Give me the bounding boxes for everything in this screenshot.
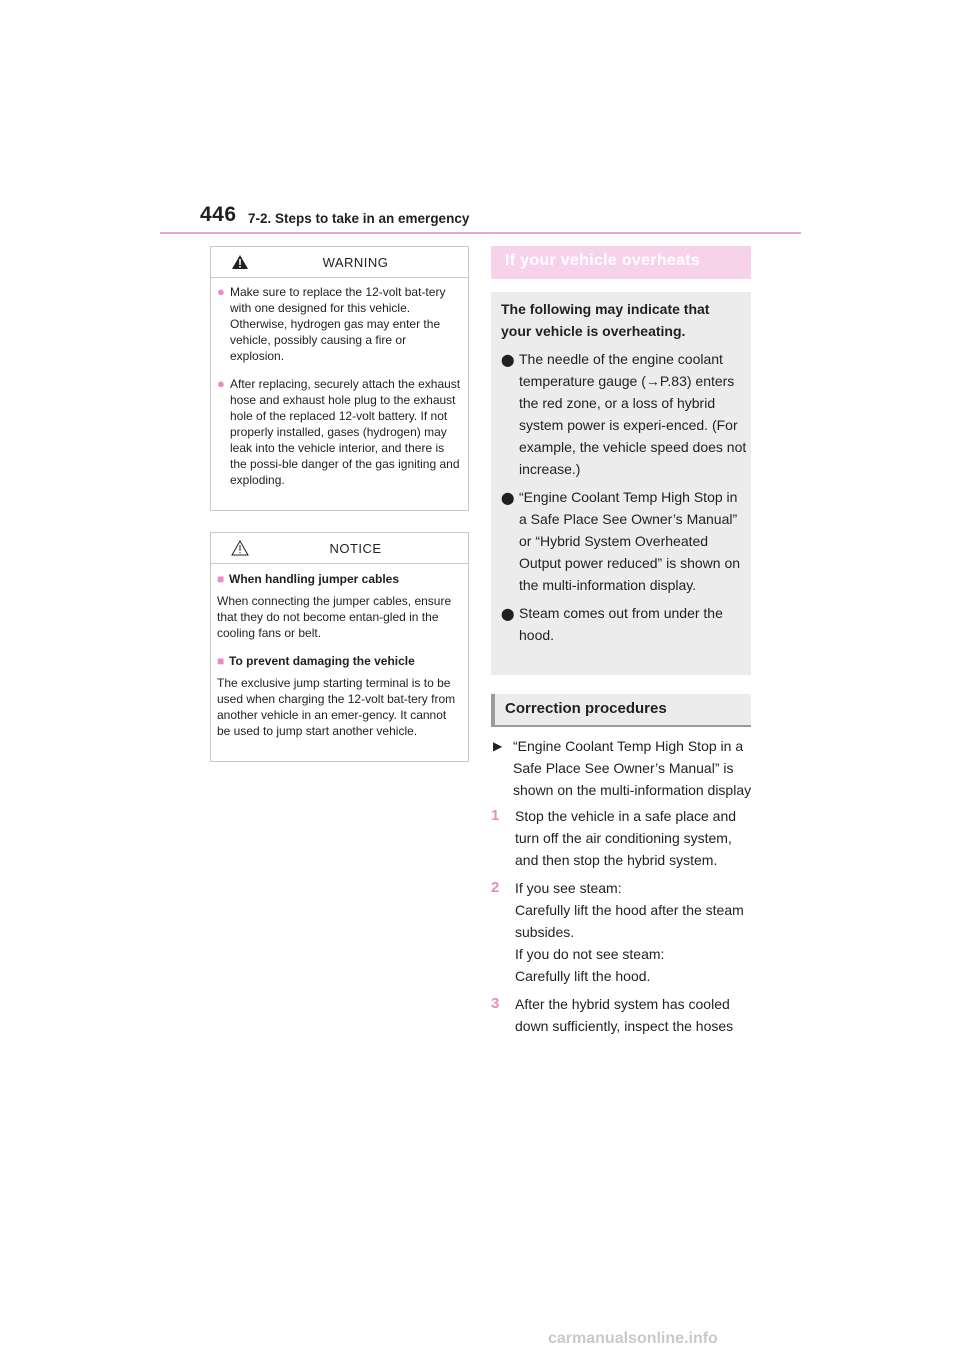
step-text [515, 993, 753, 1037]
list-item [501, 602, 747, 646]
step-number: 1 [491, 807, 500, 824]
step-line: Stop the vehicle in a safe place and turn off the air conditioning system, and then stop the hybrid system. [515, 808, 737, 868]
list-item [501, 348, 747, 480]
notice-heading-text: When handling jumper cables [229, 572, 400, 586]
list-item-text: The needle of the engine coolant temperature gauge (→P.83) enters the red zone, or a loss of hybrid system power is experi-enced. (For example, the vehicle speed does not increase.) [519, 351, 747, 477]
notice-heading [211, 571, 468, 587]
notice-box [210, 532, 469, 762]
warning-header [211, 247, 468, 278]
warning-item [211, 284, 468, 364]
step-text [515, 877, 753, 987]
correction-heading-bar [491, 694, 751, 727]
step-number: 2 [491, 879, 500, 896]
notice-heading-text: To prevent damaging the vehicle [229, 654, 415, 668]
square-bullet-icon: ■ [217, 572, 225, 586]
condition-item [491, 735, 753, 801]
section-title: 7-2. Steps to take in an emergency [248, 211, 470, 226]
notice-heading [211, 653, 468, 669]
header-rule [160, 232, 801, 234]
step-1 [491, 805, 753, 871]
warning-item-text: Make sure to replace the 12-volt bat-tery with one designed for this vehicle. Otherwise, hydrogen gas may enter the vehicle, possibly causing a fire or explosion. [230, 285, 446, 363]
step-line: If you see steam: [515, 880, 622, 896]
list-item [501, 486, 747, 596]
notice-text: When connecting the jumper cables, ensure that they do not become entan-gled in the cooling fans or belt. [217, 594, 452, 640]
step-number: 3 [491, 995, 500, 1012]
caution-triangle-icon [231, 540, 249, 556]
notice-header [211, 533, 468, 564]
notice-text: The exclusive jump starting terminal is to be used when charging the 12-volt bat-tery from another vehicle in an emer-gency. It cannot be used to jump start another vehicle. [217, 676, 456, 738]
bullet-icon: ● [217, 284, 225, 299]
warning-title: WARNING [322, 254, 389, 270]
correction-steps [491, 735, 753, 1037]
watermark: carmanualsonline.info [548, 1330, 718, 1347]
warning-box [210, 246, 469, 511]
step-3 [491, 993, 753, 1037]
notice-title: NOTICE [329, 540, 382, 556]
overheat-intro: The following may indicate that your vehicle is overheating. [501, 301, 710, 339]
bullet-icon: ● [217, 376, 225, 391]
overheat-symptoms-box [491, 292, 751, 675]
overheat-title: If your vehicle overheats [505, 252, 701, 269]
warning-item [211, 376, 468, 488]
warning-item-text: After replacing, securely attach the exhaust hose and exhaust hole plug to the exhaust hole of the replaced 12-volt battery. If not properly installed, gases (hydrogen) may leak into the vehicle interior, and there is the possi-ble danger of the gas igniting and exploding. [230, 377, 461, 487]
bullet-icon: ⬤ [501, 353, 515, 367]
overheat-heading-bar [491, 246, 751, 279]
bullet-icon: ⬤ [501, 607, 515, 621]
step-text [515, 805, 753, 871]
square-bullet-icon: ■ [217, 654, 225, 668]
arrow-right-icon: ▶ [493, 739, 503, 753]
list-item-text: Steam comes out from under the hood. [519, 605, 723, 643]
correction-title: Correction procedures [505, 700, 667, 717]
step-line: After the hybrid system has cooled down sufficiently, inspect the hoses [515, 996, 734, 1034]
step-line: Carefully lift the hood after the steam subsides. [515, 902, 744, 940]
condition-text: “Engine Coolant Temp High Stop in a Safe Place See Owner’s Manual” is shown on the multi-information display [513, 738, 752, 798]
step-line: Carefully lift the hood. [515, 968, 651, 984]
list-item-text: “Engine Coolant Temp High Stop in a Safe Place See Owner’s Manual” or “Hybrid System Overheated Output power reduced” is shown on the multi-information display. [519, 489, 741, 593]
step-line: If you do not see steam: [515, 946, 665, 962]
bullet-icon: ⬤ [501, 491, 515, 505]
overheat-symptom-list [501, 348, 747, 652]
page-number: 446 [200, 203, 237, 226]
step-2 [491, 877, 753, 987]
warning-triangle-icon [231, 254, 249, 270]
